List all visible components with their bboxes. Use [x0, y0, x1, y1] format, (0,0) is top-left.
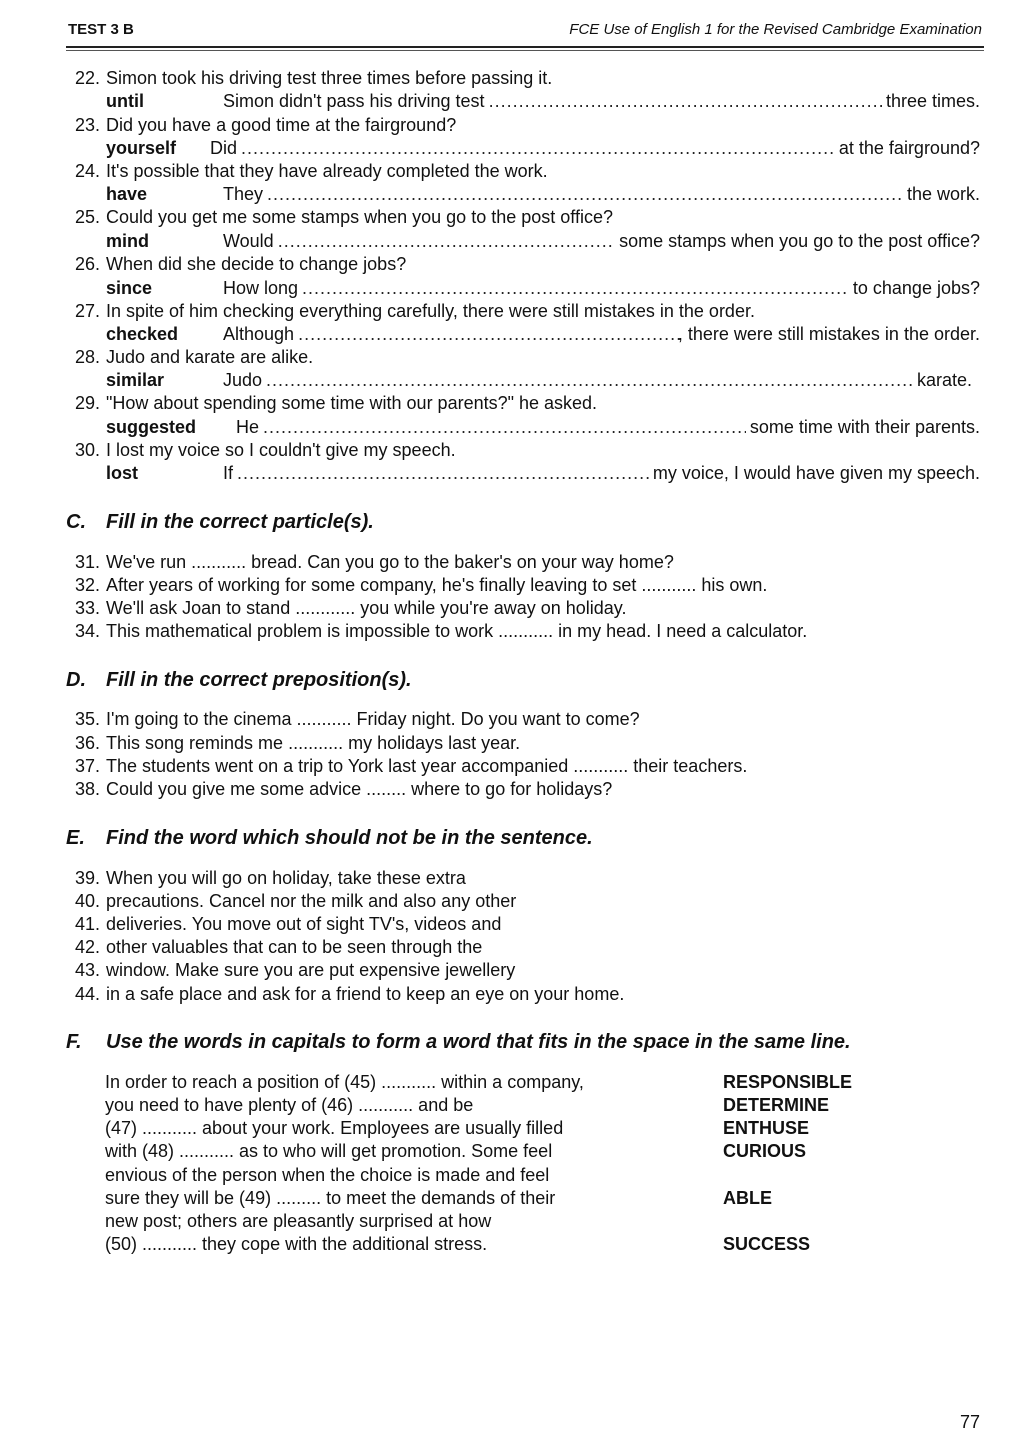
answer-line: since How long ..... to change jobs?: [106, 277, 980, 300]
keyword: until: [106, 91, 144, 111]
answer-blank[interactable]: [241, 137, 835, 160]
list-item: 43. window. Make sure you are put expensive jewellery: [74, 960, 516, 980]
answer-line: similar Judo ..... karate.: [106, 369, 980, 392]
answer-blank[interactable]: [302, 277, 849, 300]
answer-blank[interactable]: [267, 183, 903, 206]
answer-line: until Simon didn't pass his driving test ..... three times.: [106, 90, 980, 113]
answer-blank[interactable]: [298, 323, 680, 346]
text-line: In order to reach a position of (45) ........... within a company,: [105, 1072, 584, 1092]
question-sentence: 24. It's possible that they have already completed the work.: [74, 161, 548, 181]
stem-word: CURIOUS: [723, 1141, 807, 1161]
answer-blank[interactable]: [266, 369, 913, 392]
stem-word: ENTHUSE: [723, 1118, 810, 1138]
list-item: 31. We've run ........... bread. Can you go to the baker's on your way home?: [74, 552, 674, 572]
question-sentence: 26. When did she decide to change jobs?: [74, 254, 407, 274]
answer-blank[interactable]: [263, 416, 746, 439]
list-item: 44. in a safe place and ask for a friend to keep an eye on your home.: [74, 984, 625, 1004]
keyword: similar: [106, 370, 165, 390]
text-line: new post; others are pleasantly surprised at how: [105, 1211, 492, 1231]
page-header: [66, 18, 984, 48]
text-line: you need to have plenty of (46) ........... and be: [105, 1095, 474, 1115]
list-item: 37. The students went on a trip to York last year accompanied ........... their teachers.: [74, 756, 748, 776]
list-item: 32. After years of working for some company, he's finally leaving to set ........... his own.: [74, 575, 768, 595]
list-item: 33. We'll ask Joan to stand ............ you while you're away on holiday.: [74, 598, 627, 618]
answer-line: suggested He ..... some time with their parents.: [106, 416, 980, 439]
list-item: 35. I'm going to the cinema ........... Friday night. Do you want to come?: [74, 709, 640, 729]
text-line: envious of the person when the choice is made and feel: [105, 1165, 550, 1185]
stem-word: SUCCESS: [723, 1234, 811, 1254]
text-line: (50) ........... they cope with the additional stress.: [105, 1234, 488, 1254]
question-sentence: 23. Did you have a good time at the fairground?: [74, 115, 457, 135]
list-item: 41. deliveries. You move out of sight TV's, videos and: [74, 914, 502, 934]
section-f-title: F. Use the words in capitals to form a word that fits in the space in the same line.: [66, 1031, 851, 1053]
text-line: (47) ........... about your work. Employees are usually filled: [105, 1118, 564, 1138]
answer-line: checked Although ..... , there were still mistakes in the order.: [106, 323, 980, 346]
book-title: FCE Use of English 1 for the Revised Cambridge Examination: [569, 21, 982, 38]
keyword: checked: [106, 324, 179, 344]
list-item: 38. Could you give me some advice ........ where to go for holidays?: [74, 779, 613, 799]
list-item: 34. This mathematical problem is impossible to work ........... in my head. I need a calculator.: [74, 621, 808, 641]
stem-word: ABLE: [723, 1188, 772, 1208]
list-item: 42. other valuables that can to be seen through the: [74, 937, 483, 957]
question-sentence: 25. Could you get me some stamps when you go to the post office?: [74, 207, 613, 227]
stem-word: DETERMINE: [723, 1095, 830, 1115]
keyword: since: [106, 278, 153, 298]
answer-blank[interactable]: [237, 462, 649, 485]
keyword: lost: [106, 463, 139, 483]
keyword: mind: [106, 231, 149, 251]
question-sentence: 29. "How about spending some time with our parents?" he asked.: [74, 393, 598, 413]
text-line: sure they will be (49) ......... to meet the demands of their: [105, 1188, 556, 1208]
answer-blank[interactable]: [489, 90, 882, 113]
answer-line: mind Would ..... some stamps when you go to the post office?: [106, 230, 980, 253]
section-e-title: E. Find the word which should not be in the sentence.: [66, 827, 593, 849]
answer-line: have They ..... the work.: [106, 183, 980, 206]
keyword: have: [106, 184, 148, 204]
question-sentence: 28. Judo and karate are alike.: [74, 347, 314, 367]
page-number: 77: [959, 1412, 980, 1432]
section-d-title: D. Fill in the correct preposition(s).: [66, 669, 412, 691]
keyword: yourself: [106, 138, 177, 158]
list-item: 40. precautions. Cancel nor the milk and also any other: [74, 891, 517, 911]
stem-word: RESPONSIBLE: [723, 1072, 853, 1092]
answer-blank[interactable]: [278, 230, 615, 253]
text-line: with (48) ........... as to who will get promotion. Some feel: [105, 1141, 553, 1161]
answer-line: lost If ..... my voice, I would have given my speech.: [106, 462, 980, 485]
keyword: suggested: [106, 417, 197, 437]
question-sentence: 27. In spite of him checking everything carefully, there were still mistakes in the order.: [74, 301, 755, 321]
answer-line: yourself Did ..... at the fairground?: [106, 137, 980, 160]
section-c-title: C. Fill in the correct particle(s).: [66, 511, 374, 533]
test-label: TEST 3 B: [68, 21, 134, 38]
question-sentence: 22. Simon took his driving test three times before passing it.: [74, 68, 553, 88]
header-divider: [66, 50, 984, 51]
list-item: 39. When you will go on holiday, take these extra: [74, 868, 466, 888]
question-sentence: 30. I lost my voice so I couldn't give my speech.: [74, 440, 456, 460]
list-item: 36. This song reminds me ........... my holidays last year.: [74, 733, 521, 753]
